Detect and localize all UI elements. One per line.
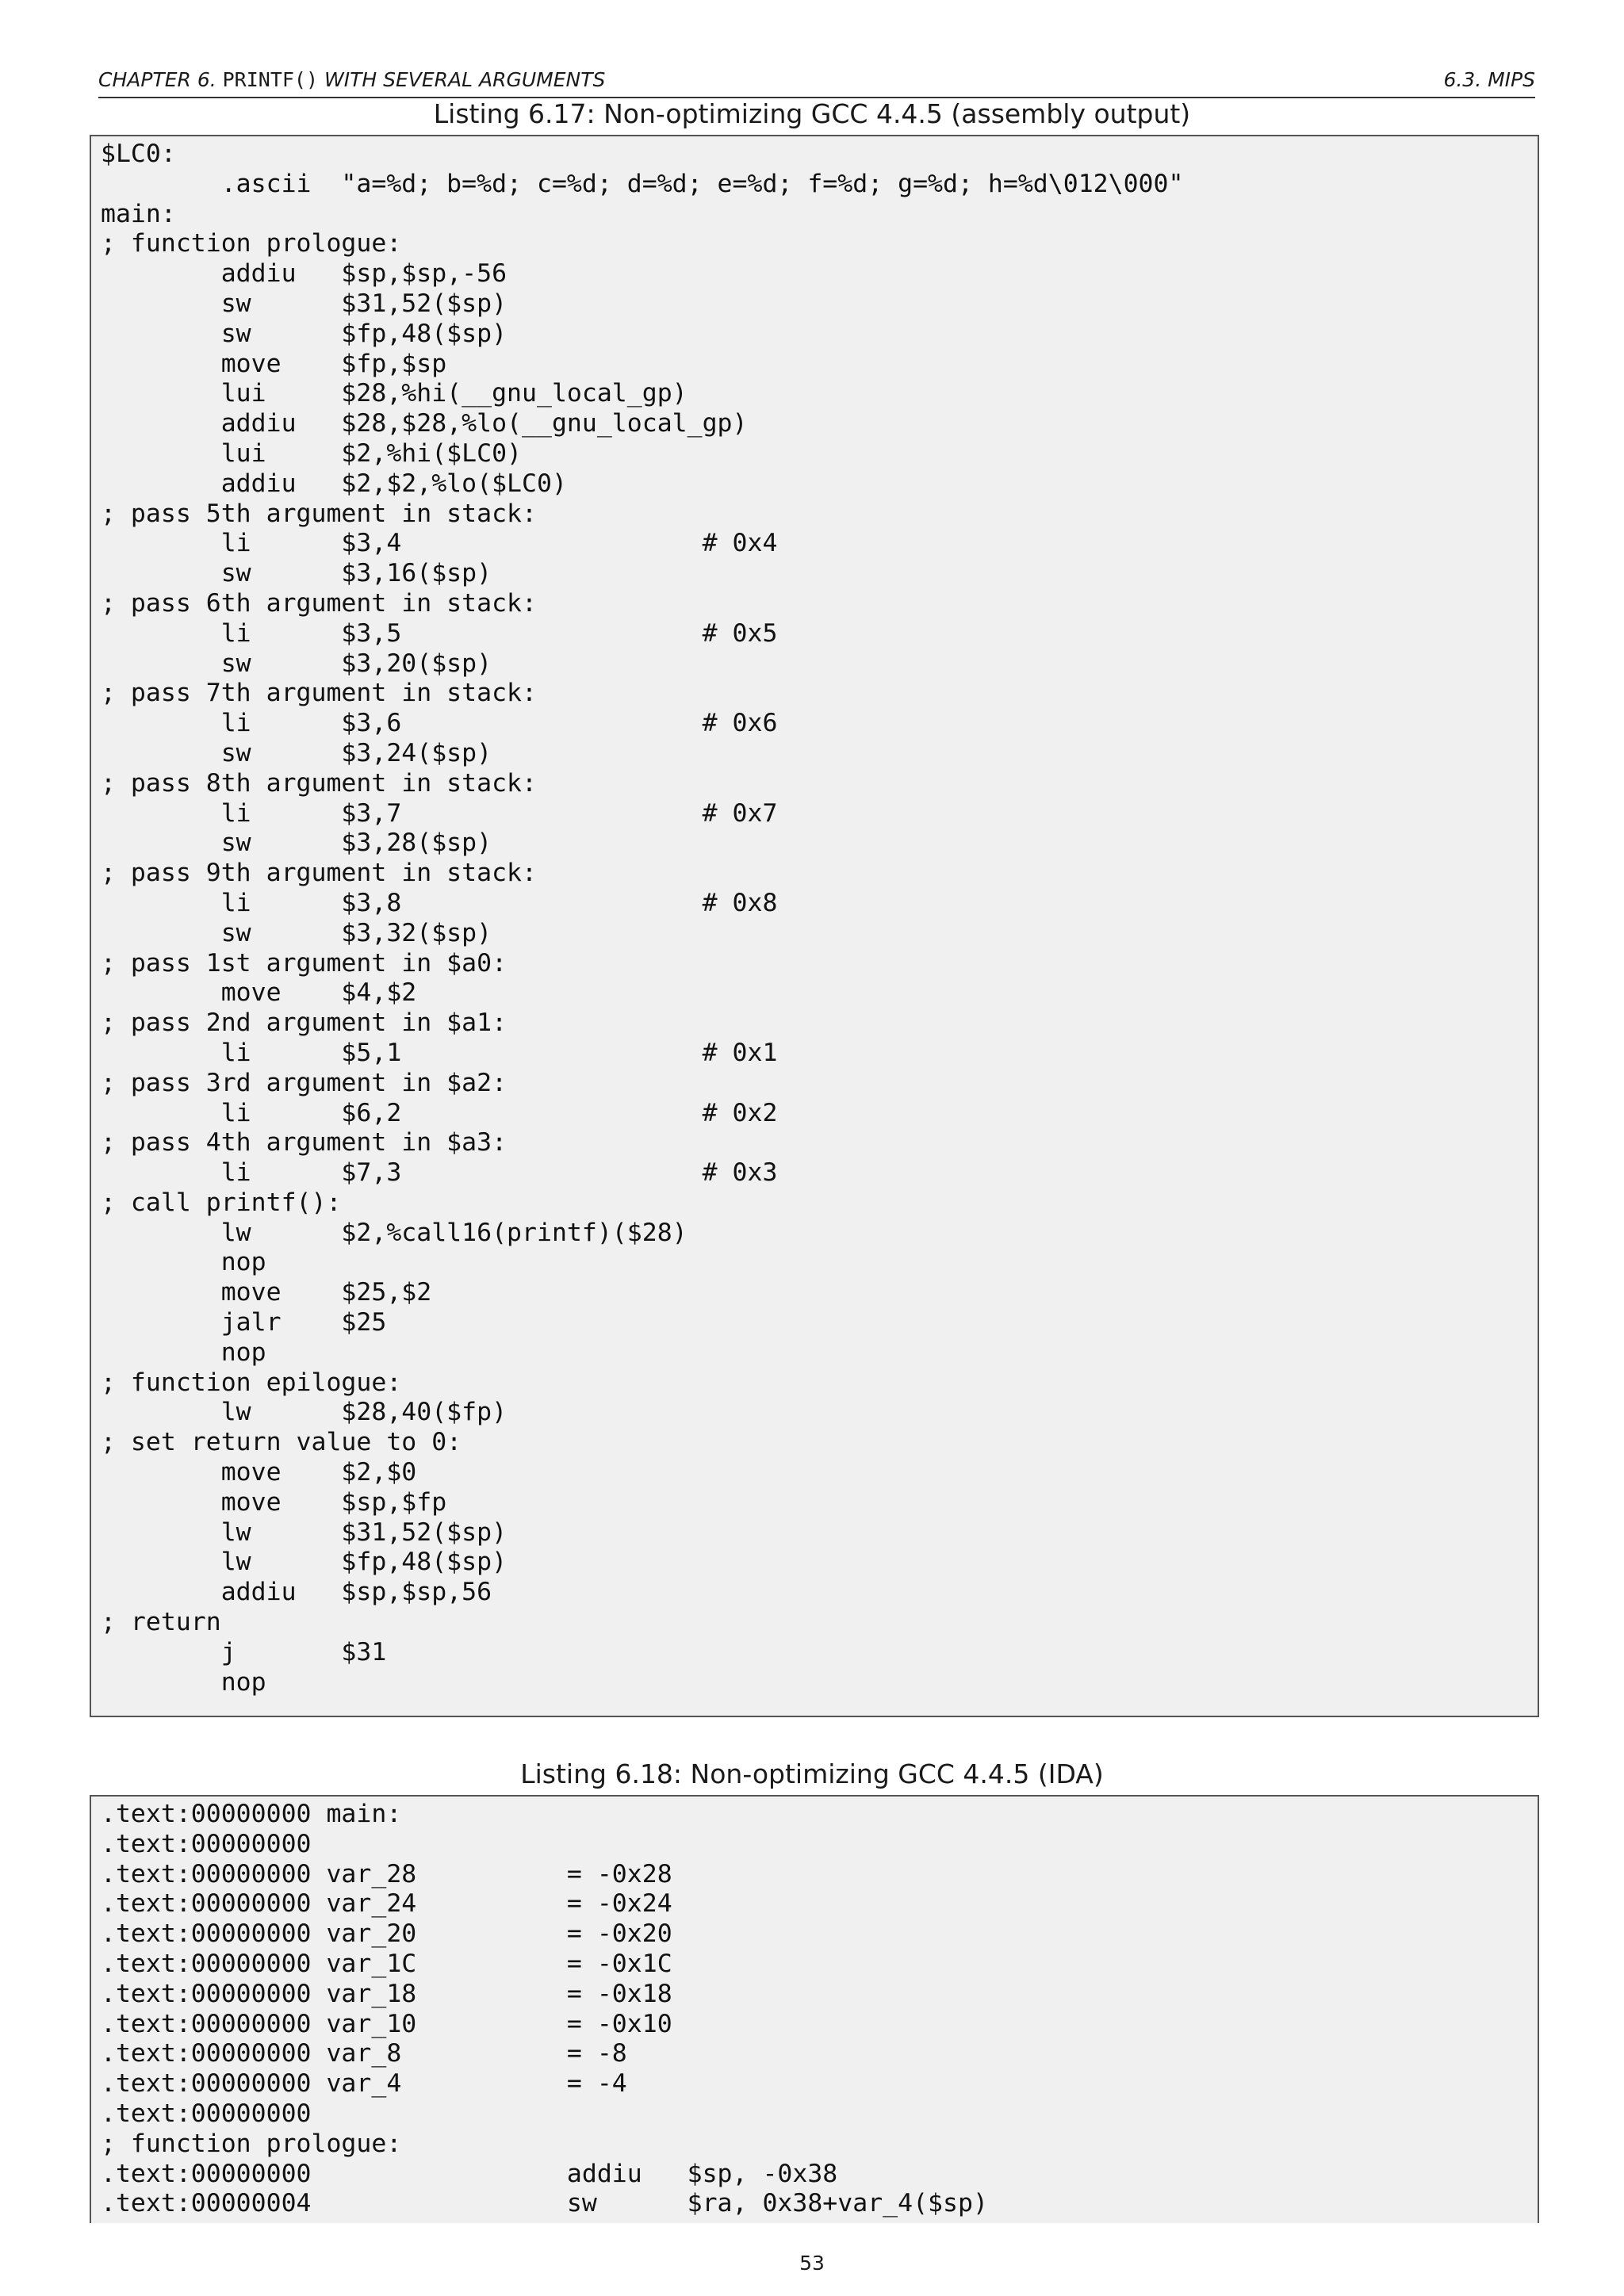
code-line: .text:00000000 var_1C = -0x1C [101,1949,672,1978]
code-line: ; pass 4th argument in $a3: [101,1128,508,1158]
chapter-title [98,68,605,91]
code-line: addiu $sp,$sp,56 [101,1578,492,1607]
code-block-2 [101,1800,1538,2219]
code-line: ; pass 9th argument in stack: [101,859,537,888]
code-line: sw $3,28($sp) [101,828,492,858]
code-line: ; function prologue: [101,2129,402,2158]
code-line: nop [101,1337,266,1367]
code-line: sw $3,24($sp) [101,738,492,767]
code-line: .text:00000000 var_8 = -8 [101,2039,627,2068]
code-line: sw $3,32($sp) [101,918,492,947]
code-line: ; pass 8th argument in stack: [101,768,537,798]
code-line: lw $fp,48($sp) [101,1548,508,1577]
code-line: lw $31,52($sp) [101,1517,508,1547]
code-line: .text:00000000 var_28 = -0x28 [101,1859,672,1888]
code-line: .text:00000000 var_4 = -4 [101,2069,627,2099]
code-line: li $5,1 # 0x1 [101,1038,778,1067]
code-line: .ascii "a=%d; b=%d; c=%d; d=%d; e=%d; f=%d; g=%d; h=%d\012\000" [101,169,1184,198]
code-line: li $3,7 # 0x7 [101,798,778,828]
listing-caption-1: Listing 6.17: Non-optimizing GCC 4.4.5 (assembly output) [433,98,1191,129]
code-line: .text:00000000 main: [101,1800,402,1828]
code-line: li $3,5 # 0x5 [101,618,778,648]
code-line: ; pass 7th argument in stack: [101,679,537,708]
code-line: ; function epilogue: [101,1368,402,1397]
code-line: addiu $28,$28,%lo(__gnu_local_gp) [101,409,748,438]
code-line: lw $28,40($fp) [101,1398,508,1427]
code-line: sw $3,16($sp) [101,559,492,588]
code-line: move $sp,$fp [101,1487,447,1517]
listing-caption-2: Listing 6.18: Non-optimizing GCC 4.4.5 (IDA) [520,1758,1104,1789]
code-line: ; set return value to 0: [101,1428,462,1457]
code-line: lui $2,%hi($LC0) [101,438,523,468]
code-line: addiu $sp,$sp,-56 [101,259,508,289]
code-line: ; function prologue: [101,229,402,258]
chapter-title-suffix: WITH SEVERAL ARGUMENTS [318,68,606,91]
code-line: move $4,$2 [101,978,417,1008]
code-listing-1 [90,135,1539,1717]
section-title: 6.3. MIPS [1443,68,1535,91]
code-line: ; call printf(): [101,1188,342,1217]
code-listing-2 [90,1795,1539,2223]
code-line: lui $28,%hi(__gnu_local_gp) [101,379,688,408]
chapter-title-prefix: CHAPTER 6. [98,68,223,91]
code-line: main: [101,199,176,228]
chapter-title-code: PRINTF() [222,68,319,91]
code-line: li $6,2 # 0x2 [101,1098,778,1127]
code-line: sw $3,20($sp) [101,649,492,678]
code-line: lw $2,%call16(printf)($28) [101,1218,688,1247]
code-line: ; pass 6th argument in stack: [101,588,537,618]
code-line: j $31 [101,1637,387,1667]
page-number: 53 [799,2252,825,2275]
code-line: nop [101,1248,266,1277]
running-header [98,68,1535,98]
code-line: ; pass 1st argument in $a0: [101,948,508,978]
code-line: li $3,4 # 0x4 [101,529,778,558]
code-block-1 [101,140,1538,1697]
code-line: .text:00000000 var_18 = -0x18 [101,1979,672,2008]
code-line: .text:00000000 var_24 = -0x24 [101,1889,672,1919]
code-line: li $3,6 # 0x6 [101,709,778,738]
code-line: $LC0: [101,140,176,168]
code-line: sw $31,52($sp) [101,289,508,318]
code-line: ; pass 5th argument in stack: [101,499,537,528]
code-line: .text:00000000 var_10 = -0x10 [101,2009,672,2038]
code-line: move $2,$0 [101,1458,417,1487]
code-line: ; return [101,1608,221,1637]
code-line: li $3,8 # 0x8 [101,888,778,917]
code-line: addiu $2,$2,%lo($LC0) [101,469,567,498]
code-line: jalr $25 [101,1308,387,1337]
code-line: nop [101,1667,266,1697]
code-line: .text:00000000 [101,1829,312,1858]
code-line: .text:00000000 [101,2099,312,2128]
code-line: move $fp,$sp [101,349,447,378]
code-line: sw $fp,48($sp) [101,319,508,348]
code-line: move $25,$2 [101,1278,432,1307]
code-line: .text:00000004 sw $ra, 0x38+var_4($sp) [101,2189,988,2218]
code-line: ; pass 3rd argument in $a2: [101,1068,508,1097]
code-line: li $7,3 # 0x3 [101,1158,778,1188]
code-line: ; pass 2nd argument in $a1: [101,1008,508,1038]
code-line: .text:00000000 var_20 = -0x20 [101,1919,672,1949]
code-line: .text:00000000 addiu $sp, -0x38 [101,2159,838,2188]
